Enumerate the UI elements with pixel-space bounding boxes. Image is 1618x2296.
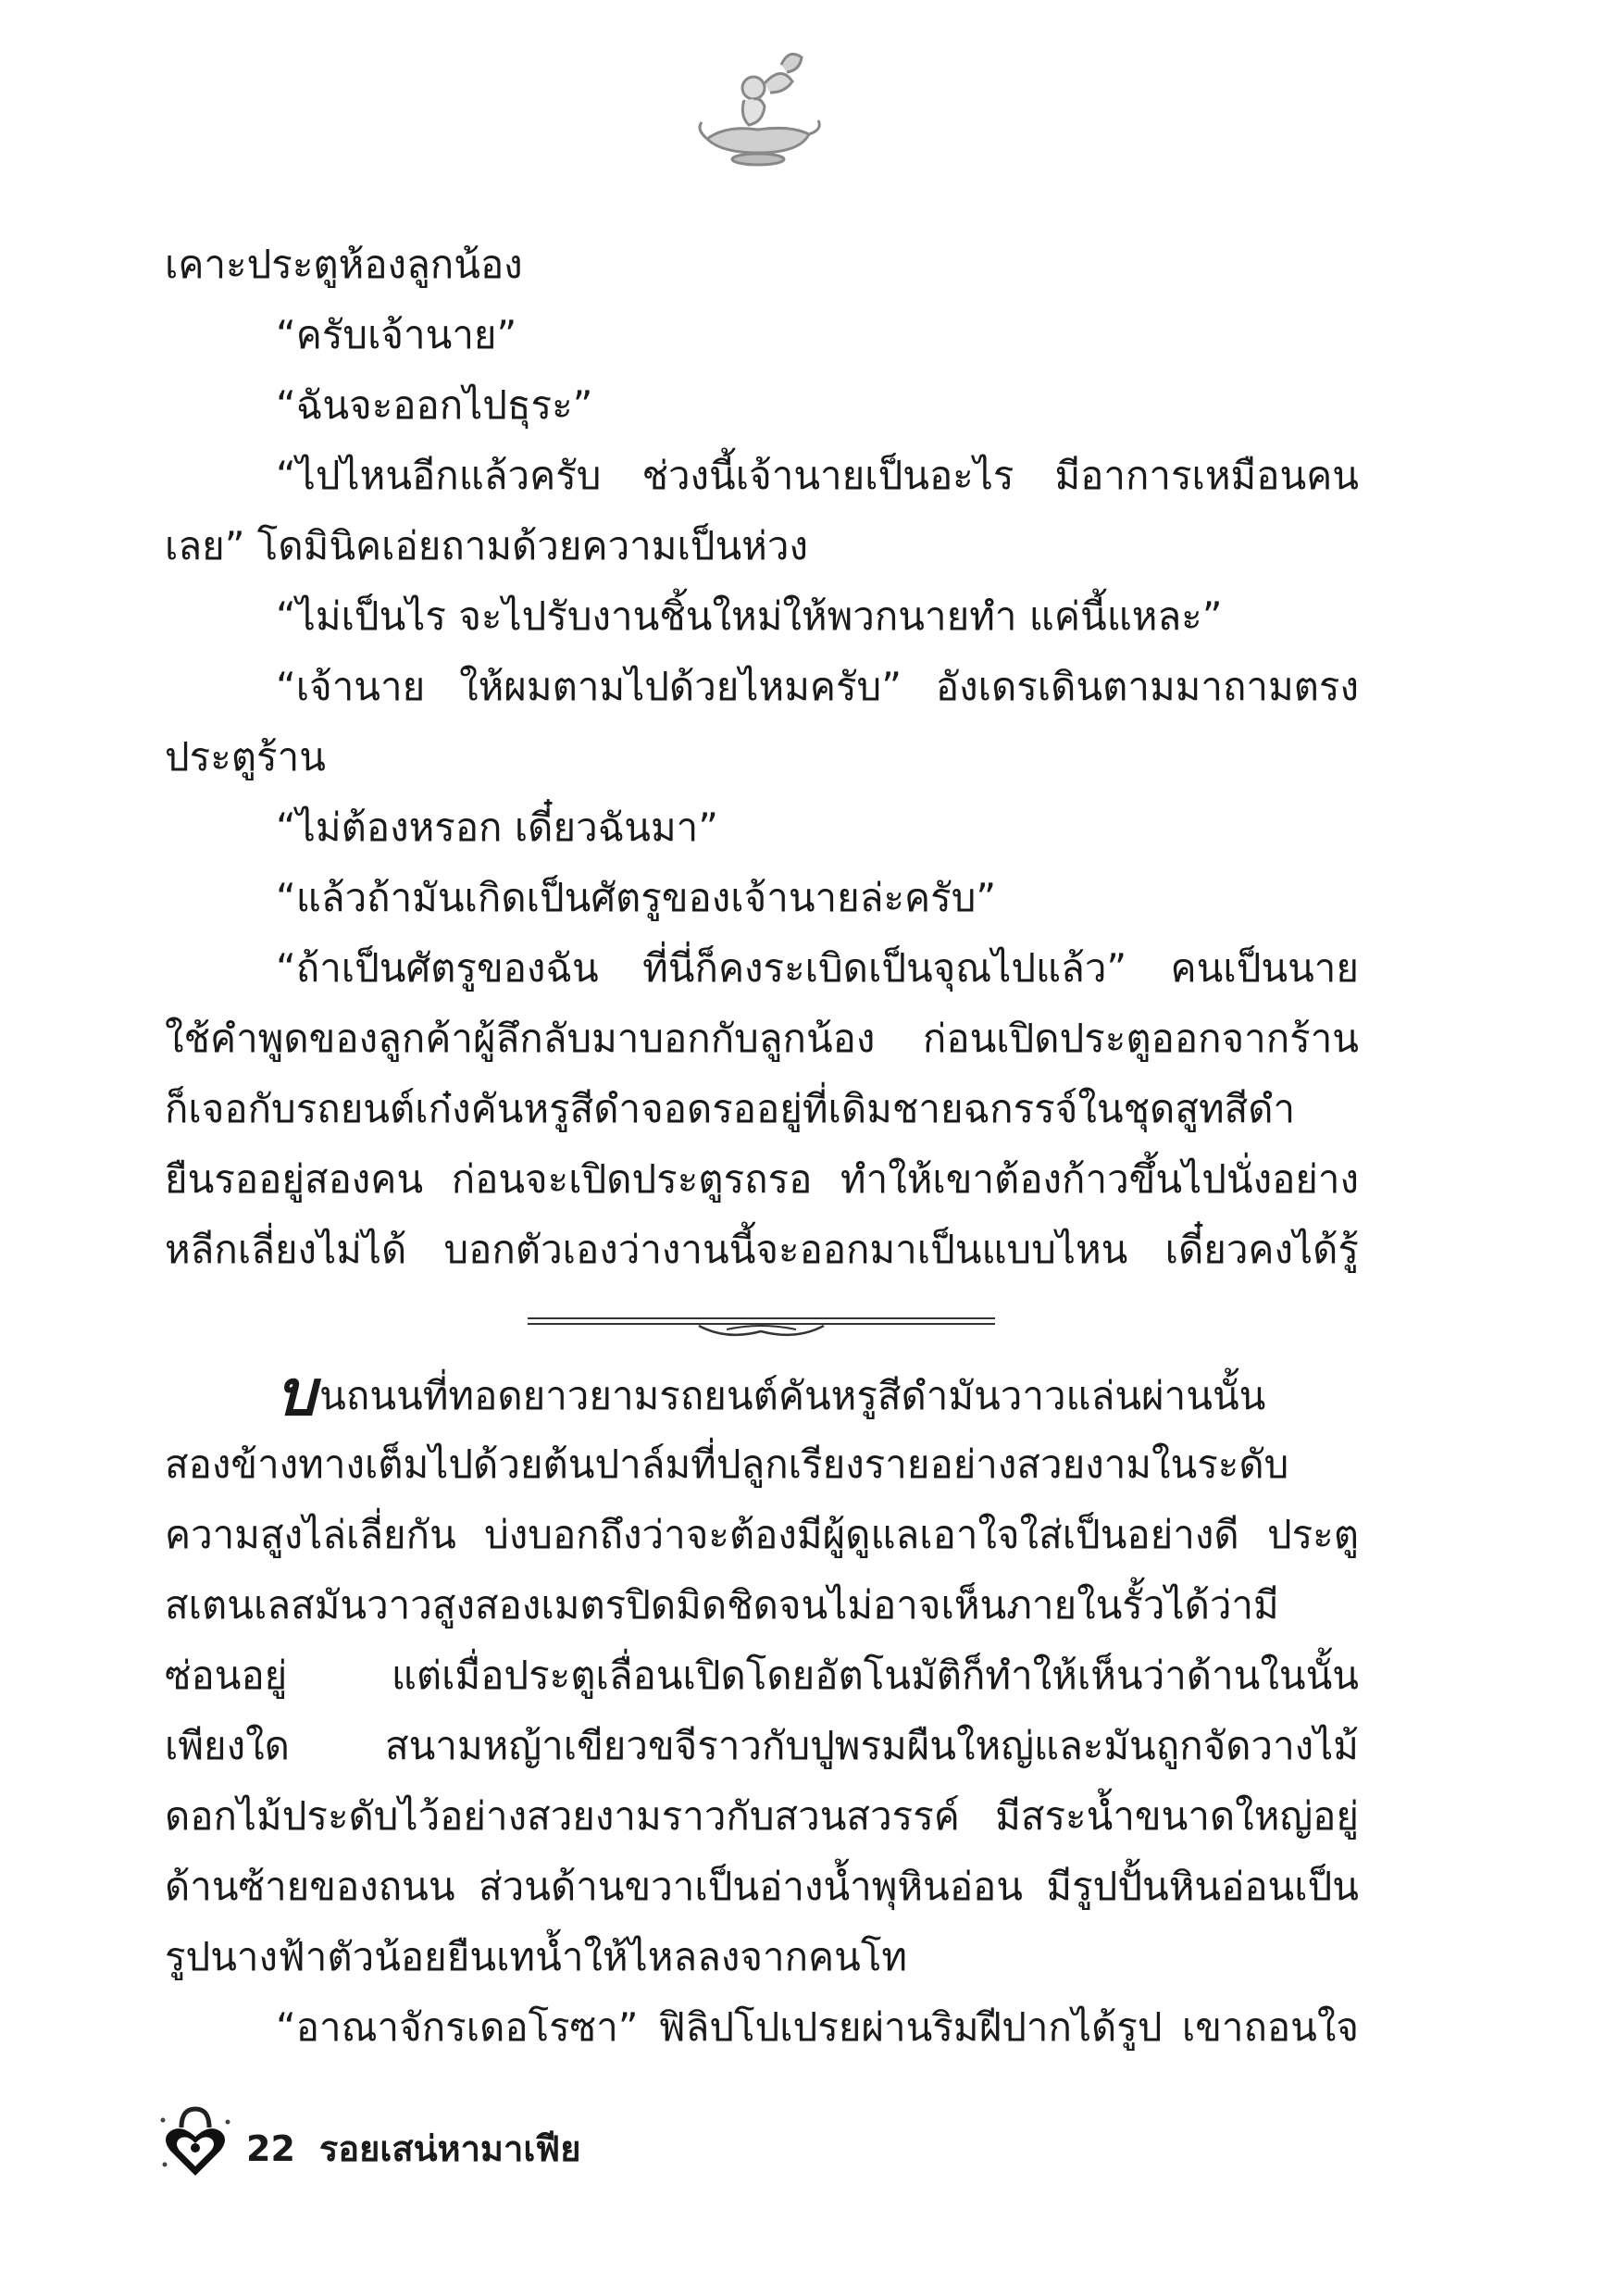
- page-footer: [154, 2100, 802, 2183]
- book-title: รอยเสน่หามาเฟีย: [318, 2128, 581, 2169]
- footer-text: [246, 2120, 604, 2177]
- text-line: รูปนางฟ้าตัวน้อยยืนเทน้ำให้ไหลลงจากคนโท: [165, 1934, 908, 1979]
- text-line: “ครับเจ้านาย”: [276, 312, 517, 357]
- text-line: ใช้คำพูดของลูกค้าผู้ลึกลับมาบอกกับลูกน้อง ก่อนเปิดประตูออกจากร้าน: [165, 1016, 1359, 1061]
- drop-cap: บ: [276, 1359, 317, 1429]
- text-line: “ไปไหนอีกแล้วครับ ช่วงนี้เจ้านายเป็นอะไร มีอาการเหมือนคน: [276, 453, 1359, 498]
- text-line: “อาณาจักรเดอโรซา” ฟิลิปโปเปรยผ่านริมฝีปากได้รูป เขาถอนใจ: [276, 2004, 1359, 2050]
- text-line: เลย” โดมินิคเอ่ยถามด้วยความเป็นห่วง: [165, 523, 808, 568]
- text-line: “เจ้านาย ให้ผมตามไปด้วยไหมครับ” อังเดรเดินตามมาถามตรง: [276, 664, 1359, 709]
- text-line: “ไม่เป็นไร จะไปรับงานชิ้นใหม่ให้พวกนายทำ แค่นี้แหละ”: [276, 593, 1223, 639]
- text-line: ด้านซ้ายของถนน ส่วนด้านขวาเป็นอ่างน้ำพุหินอ่อน มีรูปปั้นหินอ่อนเป็น: [165, 1864, 1359, 1909]
- text-line: “ฉันจะออกไปธุระ”: [276, 382, 593, 428]
- paragraph-block-lower: [165, 1359, 1359, 2063]
- text-line: [165, 1359, 1359, 1429]
- text-line: ยืนรออยู่สองคน ก่อนจะเปิดประตูรถรอ ทำให้เขาต้องก้าวขึ้นไปนั่งอย่าง: [165, 1156, 1359, 1202]
- text-line: สองข้างทางเต็มไปด้วยต้นปาล์มที่ปลูกเรียงรายอย่างสวยงามในระดับ: [165, 1441, 1289, 1487]
- section-divider: [528, 1315, 995, 1342]
- text-line: เพียงใด สนามหญ้าเขียวขจีราวกับปูพรมผืนใหญ่และมันถูกจัดวางไม้: [165, 1723, 1359, 1768]
- text-line: “แล้วถ้ามันเกิดเป็นศัตรูของเจ้านายล่ะครับ”: [276, 875, 997, 920]
- text-line: ประตูร้าน: [165, 734, 326, 780]
- paragraph-block-upper: [165, 230, 1359, 1285]
- text-line: เคาะประตูห้องลูกน้อง: [165, 242, 523, 287]
- text-line: สเตนเลสมันวาวสูงสองเมตรปิดมิดชิดจนไม่อาจเห็นภายในรั้วได้ว่ามี: [165, 1582, 1279, 1628]
- text-line: “ไม่ต้องหรอก เดี๋ยวฉันมา”: [276, 805, 718, 850]
- text-line: “ถ้าเป็นศัตรูของฉัน ที่นี่ก็คงระเบิดเป็นจุณไปแล้ว” คนเป็นนาย: [276, 945, 1359, 991]
- text-line: ความสูงไล่เลี่ยกัน บ่งบอกถึงว่าจะต้องมีผู้ดูแลเอาใจใส่เป็นอย่างดี ประตู: [165, 1512, 1359, 1557]
- text-line: ก็เจอกับรถยนต์เก๋งคันหรูสีดำจอดรออยู่ที่เดิมชายฉกรรจ์ในชุดสูทสีดำ: [165, 1086, 1296, 1131]
- text-line: ดอกไม้ประดับไว้อย่างสวยงามราวกับสวนสวรรค์ มีสระน้ำขนาดใหญ่อยู่: [165, 1793, 1359, 1839]
- lamp-ornament-icon: [689, 37, 828, 176]
- page-number: 22: [246, 2128, 295, 2169]
- text-line-rest: นถนนที่ทอดยาวยามรถยนต์คันหรูสีดำมันวาวแล่นผ่านนั้น: [319, 1373, 1266, 1418]
- heart-lock-icon: [154, 2100, 237, 2183]
- text-line: หลีกเลี่ยงไม่ได้ บอกตัวเองว่างานนี้จะออกมาเป็นแบบไหน เดี๋ยวคงได้รู้: [165, 1227, 1359, 1272]
- text-line: ซ่อนอยู่ แต่เมื่อประตูเลื่อนเปิดโดยอัตโนมัติก็ทำให้เห็นว่าด้านในนั้น: [165, 1653, 1359, 1698]
